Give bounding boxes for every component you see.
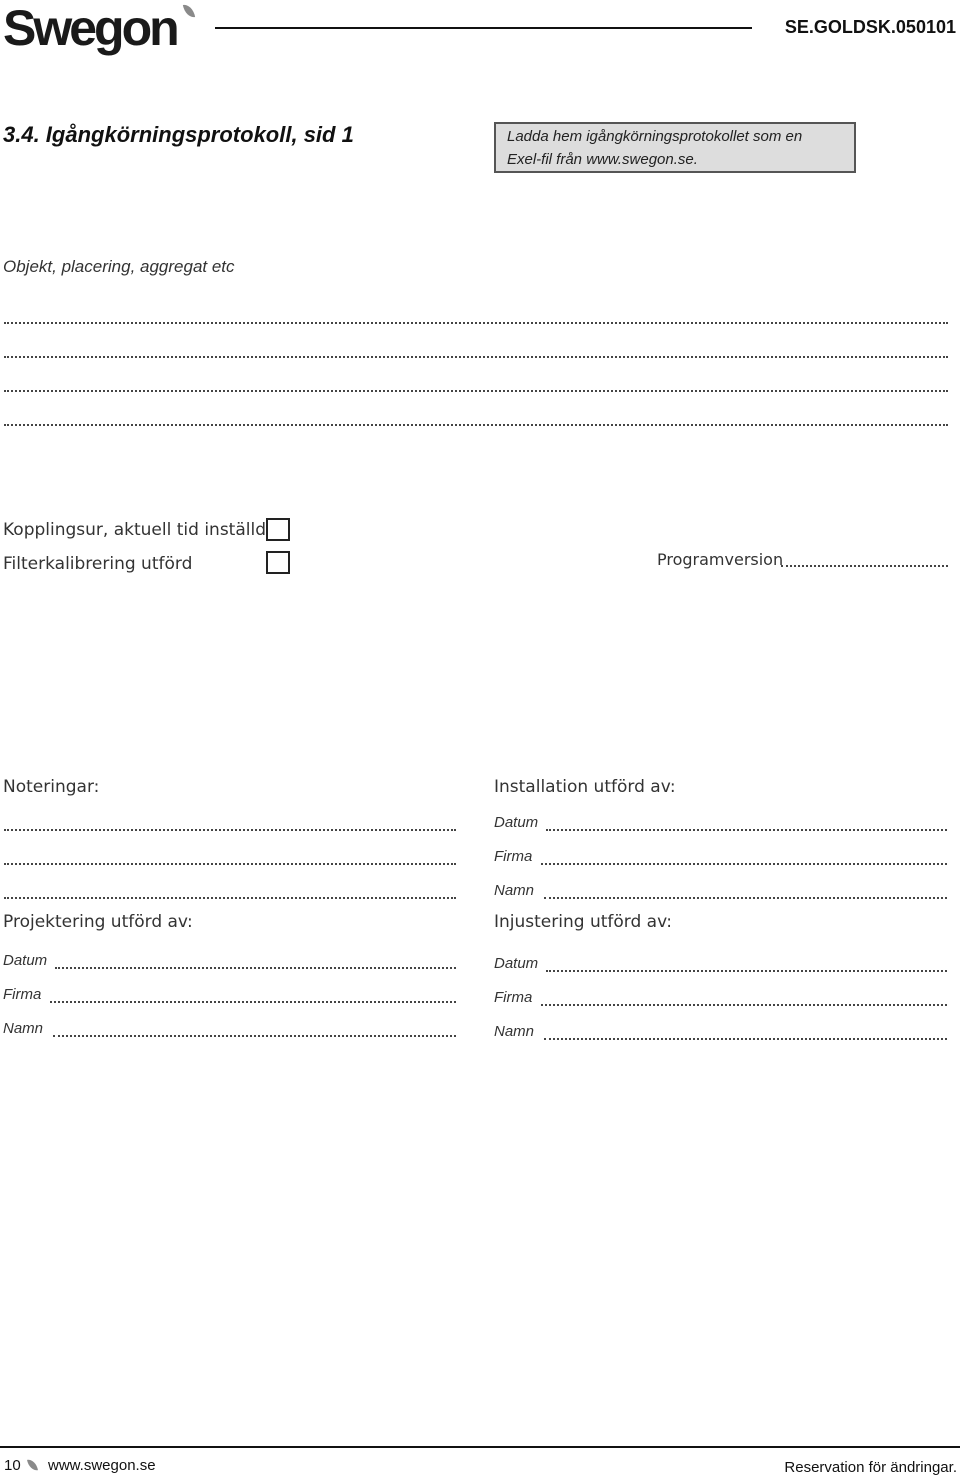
projektering-firma-field[interactable] <box>50 1001 456 1003</box>
footer-disclaimer: Reservation för ändringar. <box>784 1459 957 1476</box>
page-number: 10 <box>4 1457 21 1474</box>
projektering-datum-label: Datum <box>3 952 48 969</box>
kopplingsur-label: Kopplingsur, aktuell tid inställd <box>3 520 266 540</box>
programversion-field[interactable] <box>781 565 948 567</box>
footer-leaf-icon <box>27 1458 38 1471</box>
noteringar-label: Noteringar: <box>3 777 100 797</box>
notes-line-3[interactable] <box>4 897 456 899</box>
download-notice-box <box>494 122 856 173</box>
leaf-icon <box>183 3 195 19</box>
injustering-firma-field[interactable] <box>541 1004 947 1006</box>
document-code: SE.GOLDSK.050101 <box>784 17 956 37</box>
page-title: 3.4. Igångkörningsprotokoll, sid 1 <box>3 122 354 147</box>
header-rule <box>215 27 752 29</box>
objekt-line-1[interactable] <box>4 322 948 324</box>
notes-line-2[interactable] <box>4 863 456 865</box>
installation-namn-field[interactable] <box>544 897 947 899</box>
objekt-line-2[interactable] <box>4 356 948 358</box>
filterkalibrering-label: Filterkalibrering utförd <box>3 554 193 574</box>
installation-datum-label: Datum <box>494 814 539 831</box>
projektering-firma-label: Firma <box>3 986 42 1003</box>
objekt-line-3[interactable] <box>4 390 948 392</box>
projektering-datum-field[interactable] <box>55 967 456 969</box>
footer-url-link[interactable]: www.swegon.se <box>48 1457 156 1474</box>
footer-rule <box>0 1446 960 1448</box>
installation-namn-label: Namn <box>494 882 535 899</box>
notice-line-2: Exel-fil från www.swegon.se. <box>507 151 698 168</box>
injustering-datum-label: Datum <box>494 955 539 972</box>
injustering-firma-label: Firma <box>494 989 533 1006</box>
injustering-datum-field[interactable] <box>546 970 947 972</box>
installation-heading: Installation utförd av: <box>494 777 676 797</box>
installation-firma-field[interactable] <box>541 863 947 865</box>
installation-datum-field[interactable] <box>546 829 947 831</box>
swegon-logo: Swegon <box>3 0 177 56</box>
injustering-heading: Injustering utförd av: <box>494 912 672 932</box>
projektering-namn-label: Namn <box>3 1020 44 1037</box>
kopplingsur-checkbox[interactable] <box>266 518 290 541</box>
programversion-label: Programversion <box>657 550 784 569</box>
installation-firma-label: Firma <box>494 848 533 865</box>
injustering-namn-field[interactable] <box>544 1038 947 1040</box>
projektering-namn-field[interactable] <box>53 1035 456 1037</box>
notes-line-1[interactable] <box>4 829 456 831</box>
objekt-line-4[interactable] <box>4 424 948 426</box>
notice-line-1: Ladda hem igångkörningsprotokollet som en <box>507 128 803 145</box>
injustering-namn-label: Namn <box>494 1023 535 1040</box>
filterkalibrering-checkbox[interactable] <box>266 551 290 574</box>
objekt-label: Objekt, placering, aggregat etc <box>3 257 235 276</box>
projektering-heading: Projektering utförd av: <box>3 912 193 932</box>
